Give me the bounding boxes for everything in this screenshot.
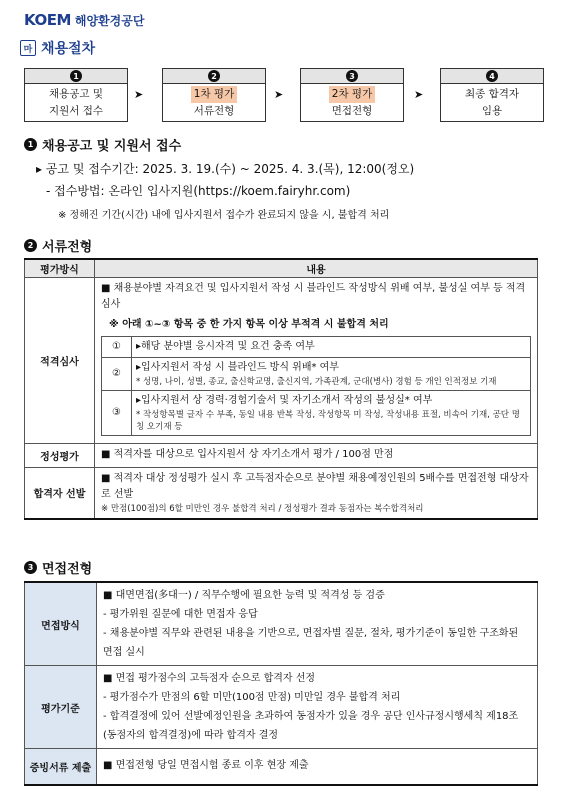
step-1: [24, 68, 128, 122]
step-label: 임용: [481, 105, 503, 117]
step-number: 4: [486, 70, 498, 82]
step-label: 2차 평가: [329, 86, 375, 103]
title-icon: 마: [20, 40, 36, 56]
application-period: ▸ 공고 및 접수기간: 2025. 3. 19.(수) ~ 2025. 4. 3.(목), 12:00(정오): [36, 162, 415, 176]
step-label: 서류전형: [193, 105, 235, 117]
criteria-row: [102, 357, 531, 390]
section-2-heading: [24, 236, 92, 255]
page-title: 채용절차: [41, 41, 96, 57]
criteria-text: ▸해당 분야별 응시자격 및 요건 충족 여부: [132, 336, 531, 357]
step-label: 지원서 접수: [48, 105, 104, 117]
interview-table: [24, 581, 538, 786]
arrow-icon: ➤: [414, 88, 424, 101]
criteria-row: [102, 390, 531, 435]
section-title: 채용공고 및 지원서 접수: [42, 139, 182, 154]
content-line: - 평가위원 질문에 대한 면접자 응답: [103, 609, 258, 620]
section-number: 2: [24, 239, 37, 252]
criteria-row: [102, 336, 531, 357]
header: [24, 11, 144, 29]
content-line: - 합격결정에 있어 선발예정인원을 초과하여 동점자가 있을 경우 공단 인사규정시행세칙 제18조(동점자의 합격결정)에 따라 합격자 결정: [103, 711, 519, 741]
step-number: 2: [208, 70, 220, 82]
row-label: 증빙서류 제출: [25, 749, 97, 785]
row-label: 평가기준: [25, 666, 97, 749]
arrow-icon: ➤: [274, 88, 284, 101]
content-line: - 채용분야별 직무와 관련된 내용을 기반으로, 면접자별 질문, 절차, 평가기준이 동일한 구조화된 면접 실시: [103, 628, 519, 658]
koem-logo: KOEM: [24, 11, 71, 29]
step-3: [300, 68, 404, 122]
section-title: 서류전형: [42, 240, 93, 255]
table-header: 평가방식: [25, 259, 95, 277]
arrow-icon: ➤: [134, 88, 144, 101]
criteria-text: ▸입사지원서 상 경력·경험기술서 및 자기소개서 작성의 불성실* 여부: [136, 394, 433, 406]
qualification-note: ※ 아래 ①~③ 항목 중 한 가지 항목 이상 부적격 시 불합격 처리: [109, 318, 389, 330]
row-label: 면접방식: [25, 582, 97, 666]
step-label: 채용공고 및: [48, 88, 104, 100]
content-line: ■ 대면면접(多대一) / 직무수행에 필요한 능력 및 적격성 등 검증: [103, 590, 385, 601]
criteria-sub: * 성명, 나이, 성별, 종교, 출신학교명, 출신지역, 가족관계, 군대(병사) 경험 등 개인 인적정보 기재: [136, 376, 497, 387]
section-1-heading: [24, 135, 181, 154]
section-number: 3: [24, 561, 37, 574]
step-number: 1: [70, 70, 82, 82]
content-line: - 평가점수가 만점의 6할 미만(100점 만점) 미만일 경우 불합격 처리: [103, 692, 401, 703]
section-number: 1: [24, 138, 37, 151]
criteria-number: ①: [102, 336, 132, 357]
selection-text: ■ 적격자 대상 정성평가 실시 후 고득점자순으로 분야별 채용예정인원의 5배수를 면접전형 대상자로 선발: [101, 472, 529, 500]
row-label: 정성평가: [25, 443, 95, 467]
org-name: 해양환경공단: [74, 13, 145, 28]
qualification-text: ■ 채용분야별 자격요건 및 입사지원서 작성 시 블라인드 작성방식 위배 여부, 불성실 여부 등 적격심사: [101, 282, 526, 310]
evaluation-text: ■ 적격자를 대상으로 입사지원서 상 자기소개서 평가 / 100점 만점: [95, 443, 538, 467]
table-header: 내용: [95, 259, 538, 277]
step-number: 3: [346, 70, 358, 82]
selection-note: ※ 만점(100점)의 6할 미만인 경우 불합격 처리 / 정성평가 결과 동점자는 복수합격처리: [101, 503, 424, 514]
page-title-row: [20, 38, 95, 58]
criteria-sub: * 작성항목별 글자 수 부족, 동일 내용 반복 작성, 작성항목 미 작성, 작성내용 표절, 비속어 기재, 공단 명칭 오기재 등: [136, 409, 520, 432]
application-method: - 접수방법: 온라인 입사지원(https://koem.fairyhr.com): [46, 184, 351, 198]
criteria-text: ▸입사지원서 작성 시 블라인드 방식 위배* 여부: [136, 361, 339, 373]
criteria-number: ②: [102, 357, 132, 390]
step-2: [162, 68, 266, 122]
step-label: 최종 합격자: [464, 88, 520, 100]
step-label: 면접전형: [331, 105, 373, 117]
criteria-table: [101, 336, 531, 436]
step-label: 1차 평가: [191, 86, 237, 103]
row-label: 합격자 선발: [25, 467, 95, 519]
section-title: 면접전형: [42, 562, 93, 577]
section-3-heading: [24, 558, 92, 577]
content-line: ■ 면접 평가점수의 고득점자 순으로 합격자 선정: [103, 673, 316, 684]
criteria-number: ③: [102, 390, 132, 435]
process-steps: [24, 68, 544, 122]
step-4: [440, 68, 544, 122]
content-line: ■ 면접전형 당일 면접시험 종료 이후 현장 제출: [97, 749, 538, 785]
row-label: 적격심사: [25, 277, 95, 443]
application-note: ※ 정해진 기간(시간) 내에 입사지원서 접수가 완료되지 않을 시, 불합격 처리: [58, 210, 390, 221]
document-screening-table: [24, 258, 538, 520]
